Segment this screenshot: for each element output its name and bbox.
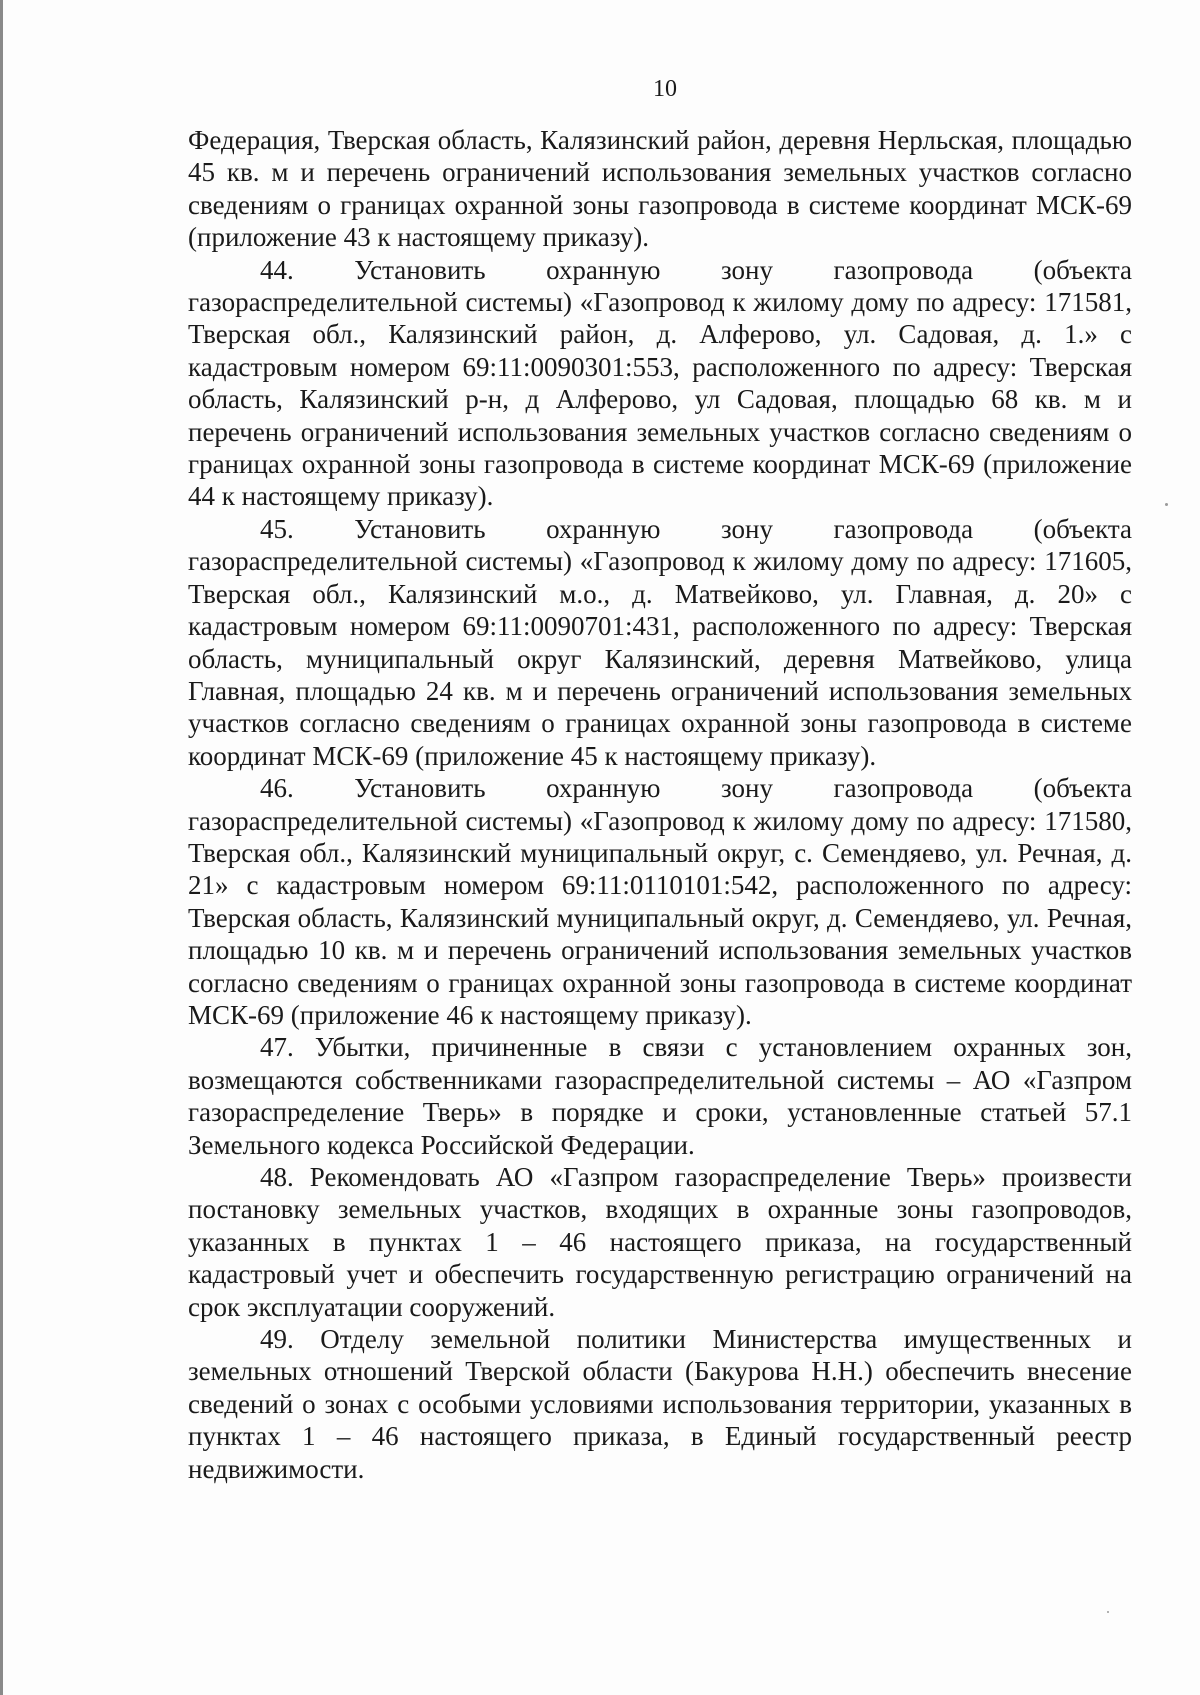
paragraph-continuation: Федерация, Тверская область, Калязинский район, деревня Нерльская, площадью 45 кв. м и перечень ограничений использования земельных участков согласно сведениям о границах охранной зоны газопровода в системе координат МСК-69 (приложение 43 к настоящему приказу). [188,125,1132,253]
scan-left-edge [0,0,3,1695]
paragraph-45: 45. Установить охранную зону газопровода (объекта газораспределительной системы) «Газопровод к жилому дому по адресу: 171605, Тверская обл., Калязинский м.о., д. Матвейково, ул. Главная, д. 20» с кадастровым номером 69:11:0090701:431, расположенного по адресу: Тверская область, муниципальный округ Калязинский, деревня Матвейково, улица Главная, площадью 24 кв. м и перечень ограничений использования земельных участков согласно сведениям о границах охранной зоны газопровода в системе координат МСК-69 (приложение 45 к настоящему приказу). [188,513,1132,771]
document-body [188,124,1132,1485]
paragraph-47: 47. Убытки, причиненные в связи с установлением охранных зон, возмещаются собственниками газораспределительной системы – АО «Газпром газораспределение Тверь» в порядке и сроки, установленные статьей 57.1 Земельного кодекса Российской Федерации. [188,1032,1132,1160]
scan-speck [1165,503,1168,506]
scan-speck [1107,1611,1109,1613]
page-number: 10 [653,76,677,102]
paragraph-49: 49. Отделу земельной политики Министерства имущественных и земельных отношений Тверской области (Бакурова Н.Н.) обеспечить внесение сведений о зонах с особыми условиями использования территории, указанных в пунктах 1 – 46 настоящего приказа, в Единый государственный реестр недвижимости. [188,1324,1132,1484]
paragraph-48: 48. Рекомендовать АО «Газпром газораспределение Тверь» произвести постановку земельных участков, входящих в охранные зоны газопроводов, указанных в пунктах 1 – 46 настоящего приказа, на государственный кадастровый учет и обеспечить государственную регистрацию ограничений на срок эксплуатации сооружений. [188,1162,1132,1322]
paragraph-46: 46. Установить охранную зону газопровода (объекта газораспределительной системы) «Газопровод к жилому дому по адресу: 171580, Тверская обл., Калязинский муниципальный округ, с. Семендяево, ул. Речная, д. 21» с кадастровым номером 69:11:0110101:542, расположенного по адресу: Тверская область, Калязинский муниципальный округ, д. Семендяево, ул. Речная, площадью 10 кв. м и перечень ограничений использования земельных участков согласно сведениям о границах охранной зоны газопровода в системе координат МСК-69 (приложение 46 к настоящему приказу). [188,773,1132,1030]
paragraph-44: 44. Установить охранную зону газопровода (объекта газораспределительной системы) «Газопровод к жилому дому по адресу: 171581, Тверская обл., Калязинский район, д. Алферово, ул. Садовая, д. 1.» с кадастровым номером 69:11:0090301:553, расположенного по адресу: Тверская область, Калязинский р-н, д Алферово, ул Садовая, площадью 68 кв. м и перечень ограничений использования земельных участков согласно сведениям о границах охранной зоны газопровода в системе координат МСК-69 (приложение 44 к настоящему приказу). [188,254,1132,512]
